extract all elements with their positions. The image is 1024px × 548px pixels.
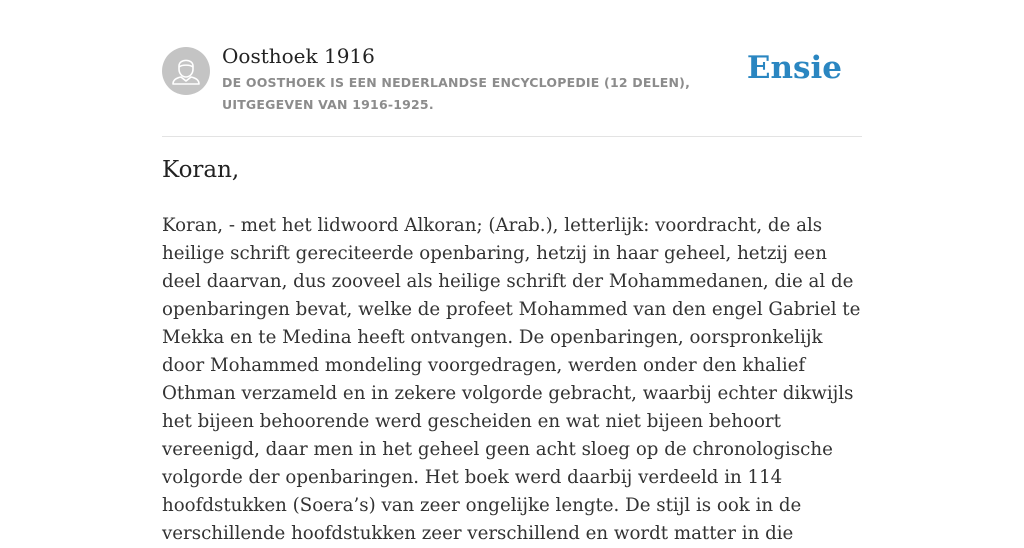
- user-icon: [162, 47, 210, 95]
- source-header: [162, 0, 862, 137]
- article-body: Koran, - met het lidwoord Alkoran; (Arab.), letterlijk: voordracht, de als heilige schrift gereciteerde openbaring, hetzij in haar geheel, hetzij een deel daarvan, dus zooveel als heilige schrift der Mohammedanen, die al de openbaringen bevat, welke de profeet Mohammed van den engel Gabriel te Mekka en te Medina heeft ontvangen. De openbaringen, oorspronkelijk door Mohammed mondeling voorgedragen, werden onder den khalief Othman verzameld en in zekere volgorde gebracht, waarbij echter dikwijls het bijeen behoorende werd gescheiden en wat niet bijeen behoort vereenigd, daar men in het geheel geen acht sloeg op de chronologische volgorde der openbaringen. Het boek werd daarbij verdeeld in 114 hoofdstukken (Soera’s) van zeer ongelijke lengte. De stijl is ook in de verschillende hoofdstukken zeer verschillend en wordt matter in die: [162, 215, 861, 544]
- source-description: DE OOSTHOEK IS EEN NEDERLANDSE ENCYCLOPEDIE (12 DELEN), UITGEGEVEN VAN 1916-1925.: [222, 75, 691, 112]
- article-title: Koran,: [162, 157, 240, 183]
- source-title[interactable]: Oosthoek 1916: [222, 44, 375, 68]
- ensie-logo[interactable]: Ensie: [746, 50, 842, 86]
- source-avatar[interactable]: [162, 47, 210, 95]
